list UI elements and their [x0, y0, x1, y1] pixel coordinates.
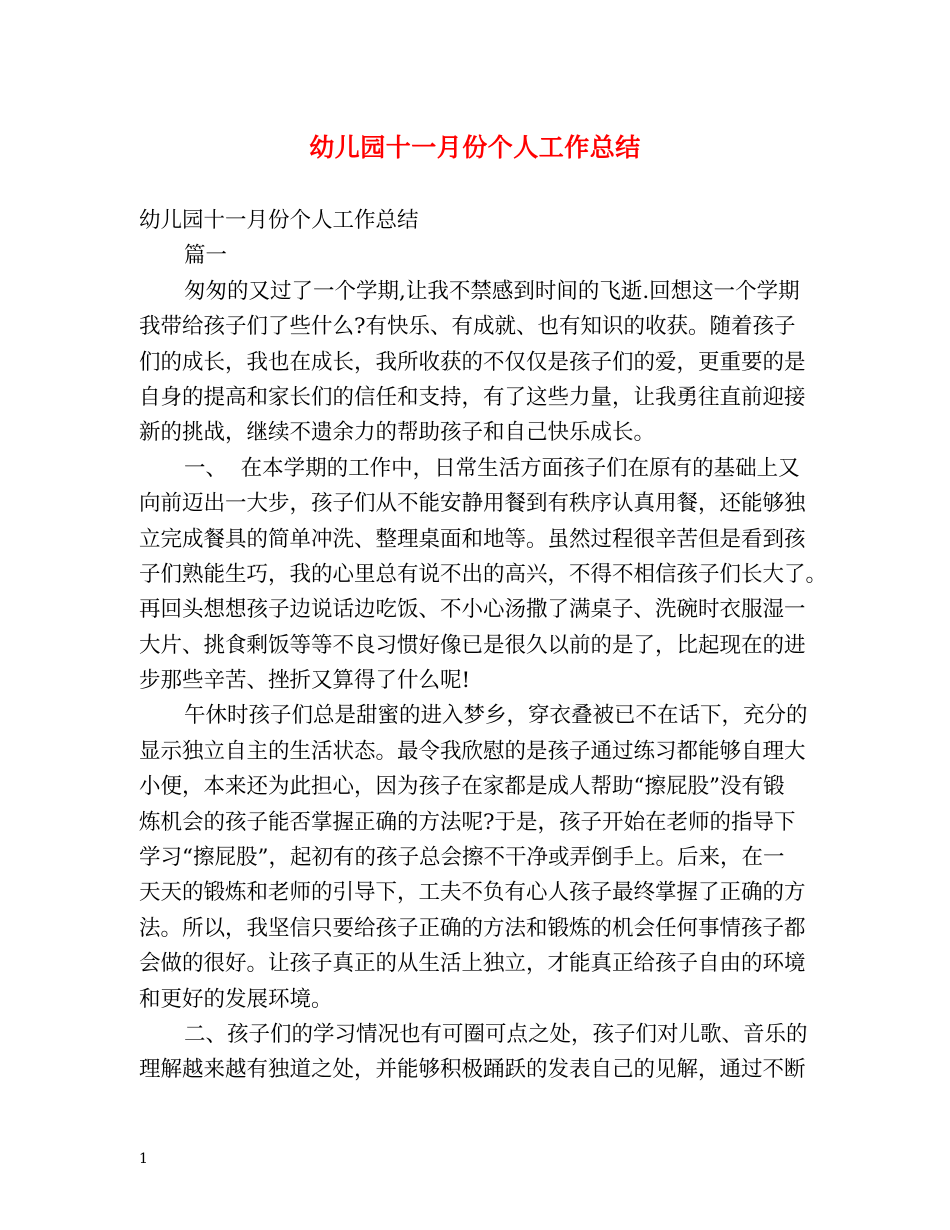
paragraph-line: 显示独立自主的生活状态。最令我欣慰的是孩子通过练习都能够自理大: [139, 738, 806, 764]
paragraph-line: 大片、挑食剩饭等等不良习惯好像已是很久以前的是了，比起现在的进: [139, 632, 806, 658]
paragraph-line: 子们熟能生巧，我的心里总有说不出的高兴，不得不相信孩子们长大了。: [139, 561, 828, 587]
paragraph-line: 天天的锻炼和老师的引导下，工夫不负有心人孩子最终掌握了正确的方: [139, 880, 806, 906]
paragraph-line: 会做的很好。让孩子真正的从生活上独立，才能真正给孩子自由的环境: [139, 951, 806, 977]
paragraph-line: 午休时孩子们总是甜蜜的进入梦乡，穿衣叠被已不在话下，充分的: [184, 703, 808, 729]
paragraph-line: 们的成长，我也在成长，我所收获的不仅仅是孩子们的爱，更重要的是: [139, 349, 806, 375]
section-heading: 篇一: [184, 243, 228, 269]
paragraph-line: 向前迈出一大步，孩子们从不能安静用餐到有秩序认真用餐，还能够独: [139, 491, 806, 517]
paragraph-line: 理解越来越有独道之处，并能够积极踊跃的发表自己的见解，通过不断: [139, 1057, 806, 1083]
paragraph-line: 再回头想想孩子边说话边吃饭、不小心汤撒了满桌子、洗碗时衣服湿一: [139, 597, 806, 623]
paragraph-line: 立完成餐具的简单冲洗、整理桌面和地等。虽然过程很辛苦但是看到孩: [139, 526, 806, 552]
document-body: [139, 203, 828, 1088]
paragraph-line: 炼机会的孩子能否掌握正确的方法呢?于是，孩子开始在老师的指导下: [139, 809, 796, 835]
paragraph-line: 法。所以，我坚信只要给孩子正确的方法和锻炼的机会任何事情孩子都: [139, 915, 806, 941]
paragraph-line: 二、孩子们的学习情况也有可圈可点之处，孩子们对儿歌、音乐的: [184, 1021, 808, 1047]
paragraph-line: 学习“擦屁股”，起初有的孩子总会擦不干净或弄倒手上。后来，在一: [139, 845, 785, 871]
paragraph-line: 新的挑战，继续不遗余力的帮助孩子和自己快乐成长。: [139, 420, 656, 446]
paragraph-line: 自身的提高和家长们的信任和支持，有了这些力量，让我勇往直前迎接: [139, 384, 806, 410]
document-title: 幼儿园十一月份个人工作总结: [309, 133, 641, 162]
paragraph-line: 匆匆的又过了一个学期,让我不禁感到时间的飞逝.回想这一个学期: [184, 278, 800, 304]
paragraph-line: 小便，本来还为此担心，因为孩子在家都是成人帮助“擦屁股”没有锻: [139, 774, 785, 800]
paragraph-line: 我带给孩子们了些什么?有快乐、有成就、也有知识的收获。随着孩子: [139, 314, 796, 340]
paragraph-line: 一、 在本学期的工作中，日常生活方面孩子们在原有的基础上又: [184, 455, 800, 481]
page-number: 1: [139, 1151, 148, 1167]
paragraph-line: 步那些辛苦、挫折又算得了什么呢!: [139, 668, 471, 694]
paragraph-line: 和更好的发展环境。: [139, 986, 333, 1012]
subtitle-line: 幼儿园十一月份个人工作总结: [139, 208, 419, 233]
